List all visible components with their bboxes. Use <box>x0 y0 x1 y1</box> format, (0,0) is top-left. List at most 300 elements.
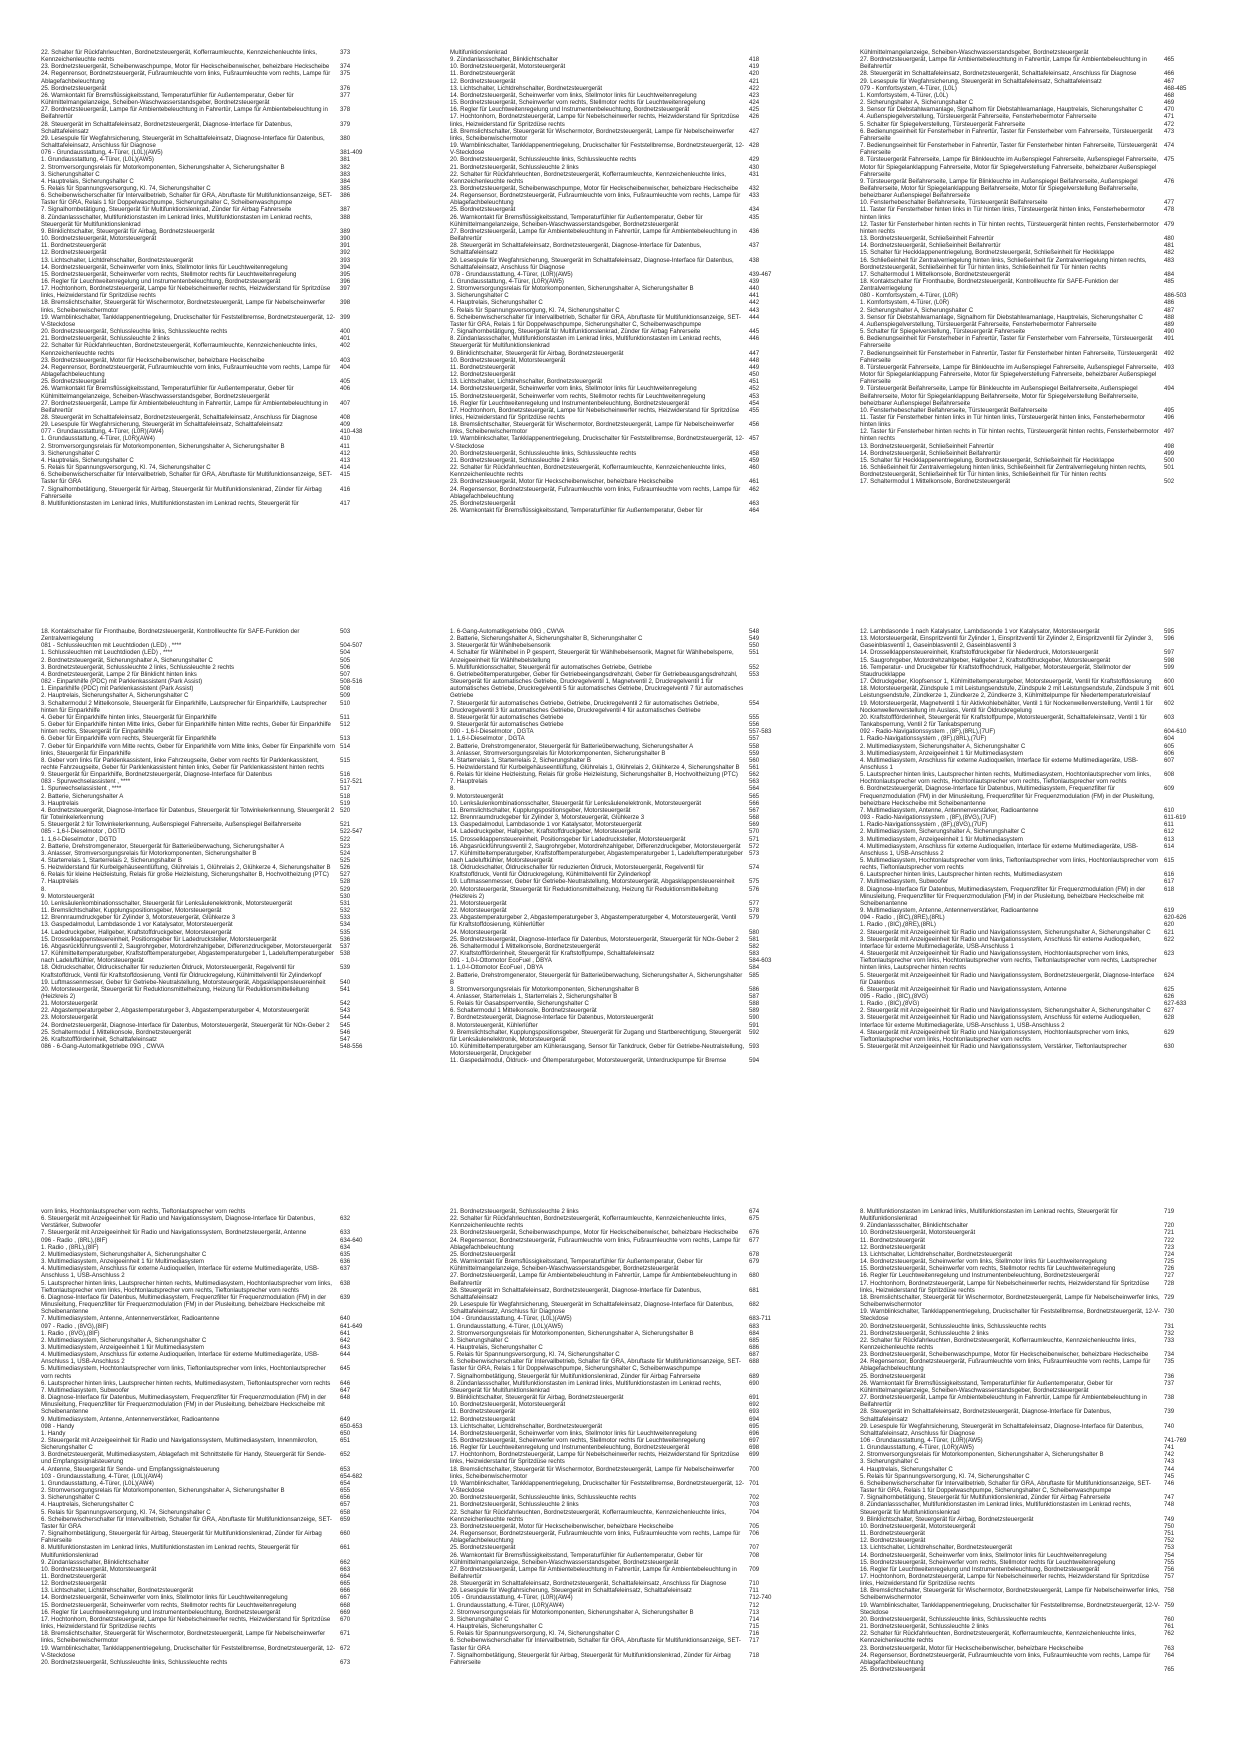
entry-title: 25. Bordnetzsteuergerät <box>860 1372 926 1380</box>
entry-page-number: 568 <box>749 814 760 822</box>
index-entry <box>41 443 374 450</box>
entry-title: 9. Türsteuergerät Beifahrerseite, Lampe für Blinkleuchte im Außenspiegel Beifahrerseite, Außenspiegel Beifahrerseite, Motor für Spiegelanklappung Beifahrerseite, Motor für Spiegelverstellung Beifahrerseite, beheizbarer Außenspiegel Beifahrerseite <box>860 385 1139 407</box>
entry-title: 5. Multimediasystem, Hochtonlautsprecher vorn links, Tieftonlautsprecher vorn links, Hochtonlautsprecher vorn rechts <box>41 1365 326 1380</box>
index-entry <box>450 164 783 171</box>
entry-page-number: 650 <box>340 1429 351 1437</box>
entry-page-number: 525 <box>340 857 351 864</box>
index-entry <box>860 664 1198 678</box>
entry-title: 25. Bordnetzsteuergerät <box>450 499 516 507</box>
index-entry <box>860 1544 1198 1551</box>
entry-page-number: 547 <box>340 1035 351 1043</box>
entry-title: 12. Bordnetzsteuergerät <box>450 371 516 379</box>
entry-title: 29. Lesespule für Wegfahrsicherung, Steuergerät im Schalttafeleinsatz, Schalttafeleinsatz <box>860 77 1102 85</box>
index-entry <box>41 1659 374 1666</box>
entry-title: 3. Multimediasystem, Anzeigeeinheit 1 für Multimediasystem <box>860 835 1023 843</box>
entry-page-number: 617 <box>1164 878 1175 886</box>
index-entry <box>41 92 374 106</box>
entry-page-number: 720 <box>1164 1222 1175 1230</box>
index-entry <box>450 1380 783 1394</box>
entry-page-number: 536 <box>340 935 351 943</box>
entry-title: 15. Bordnetzsteuergerät, Scheinwerfer vorn rechts, Stellmotor rechts für Leuchtweitenregelung <box>450 99 706 107</box>
entry-title: vorn links, Hochtonlautsprecher vorn rechts, Tieftonlautsprecher vorn rechts <box>41 1208 246 1215</box>
entry-page-number: 513 <box>340 735 351 743</box>
entry-title: 7. Steuergerät mit Anzeigeeinheit für Radio und Navigationssystem, Bordnetzsteuergerät, Antenne <box>41 1229 307 1237</box>
entry-page-number: 432 <box>749 184 760 192</box>
entry-title: 21. Bordnetzsteuergerät, Schlussleuchte 2 links <box>450 1208 579 1215</box>
entry-page-number: 383 <box>340 170 351 178</box>
entry-page-number: 481 <box>1164 242 1175 250</box>
entry-page-number: 485 <box>1164 278 1175 285</box>
entry-page-number: 574 <box>749 864 760 872</box>
entry-page-number: 553 <box>749 670 760 678</box>
entry-title: 9. Steuergerät für Einparkhilfe, Bordnetzsteuergerät, Diagnose-Interface für Datenbus <box>41 771 273 779</box>
entry-page-number: 410 <box>340 435 351 443</box>
entry-page-number: 743 <box>1164 1458 1175 1466</box>
entry-title: 13. Lichtschalter, Lichtdrehschalter, Bordnetzsteuergerät <box>450 84 603 92</box>
index-entry <box>450 435 783 449</box>
index-entry <box>41 1594 374 1601</box>
index-entry <box>860 271 1198 278</box>
entry-page-number: 570 <box>749 828 760 836</box>
entry-title: 6. Bedienungseinheit für Fensterheber in Fahrertür, Taster für Fensterheber vorn Fahrerseite, Türsteuergerät Fahrerseite <box>860 335 1153 350</box>
entry-page-number: 578 <box>749 907 760 915</box>
index-entry <box>450 793 783 800</box>
index-entry <box>860 99 1198 106</box>
index-entry <box>41 400 374 414</box>
entry-page-number: 680 <box>749 1272 760 1280</box>
index-entry <box>41 1573 374 1580</box>
index-entry <box>41 964 374 978</box>
entry-page-number: 451 <box>749 378 760 386</box>
entry-title: 24. Regensensor, Bordnetzsteuergerät, Fußraumleuchte vorn links, Fußraumleuchte vorn rechts, Lampe für Ablagefachbeleuchtung <box>450 485 741 500</box>
entry-title: 19. Luftmassenmesser, Geber für Getriebe-Neutralstellung, Motorsteuergerät, Abgasklappensteuereinheit <box>450 878 735 886</box>
entry-title: 5. Lautsprecher hinten links, Lautsprecher hinten rechts, Multimediasystem, Hochtonlautsprecher vorn links, Hochtonlautsprecher vorn rechts, Hochtonlautsprecher vorn rechts, Tieftonlautsprecher vorn rechts <box>860 771 1151 786</box>
entry-page-number: 700 <box>749 1465 760 1473</box>
index-entry <box>450 500 783 507</box>
entry-title: 1. Radio , (8VG),(8IF) <box>41 1329 100 1337</box>
index-entry <box>41 778 374 785</box>
entry-title: 12. Brennraumdruckgeber für Zylinder 3, Motorsteuergerät, Glühkerze 3 <box>450 814 645 822</box>
index-entry <box>41 192 374 206</box>
index-entry <box>860 907 1198 914</box>
index-entry <box>450 85 783 92</box>
index-entry <box>860 1451 1198 1458</box>
index-entry <box>41 471 374 485</box>
entry-title: 13. Lichtschalter, Lichtdrehschalter, Bordnetzsteuergerät <box>450 1422 603 1430</box>
entry-title: 3. Bordnetzsteuergerät, Multimediasystem, Ablagefach mit Schnittstelle für Handy, Steuergerät für Sende- und Empfangssignalsteuerung <box>41 1451 327 1466</box>
entry-page-number: 579 <box>749 914 760 922</box>
entry-page-number: 484 <box>1164 270 1175 278</box>
index-entry <box>860 1007 1198 1014</box>
entry-page-number: 391 <box>340 242 351 250</box>
entry-title: 6. Relais für kleine Heizleistung, Relais für große Heizleistung, Sicherungshalter B, Hochvoltheizung (PTC) <box>450 771 738 779</box>
index-entry <box>450 328 783 335</box>
entry-title: 21. Bordnetzsteuergerät, Schlussleuchte 2 links <box>860 1623 989 1631</box>
index-entry <box>41 1530 374 1544</box>
entry-title: 9. Blinklichtschalter, Steuergerät für Airbag, Bordnetzsteuergerät <box>860 1515 1034 1523</box>
entry-page-number: 504-507 <box>340 642 363 650</box>
entry-title: 083 - Spurwechselassistent , **** <box>41 778 131 786</box>
entry-page-number: 503 <box>340 628 351 635</box>
entry-page-number: 596 <box>1164 635 1175 643</box>
entry-title: 2. Batterie, Drehstromgenerator, Steuergerät für Batterieüberwachung, Sicherungshalter A <box>41 842 285 850</box>
entry-title: 13. Lichtschalter, Lichtdrehschalter, Bordnetzsteuergerät <box>41 1587 194 1595</box>
index-entry <box>860 886 1198 907</box>
entry-page-number: 621 <box>1164 928 1175 936</box>
entry-title: 26. Schaltermodul 1 Mittelkonsole, Bordnetzsteuergerät <box>450 942 601 950</box>
index-entry <box>41 1029 374 1036</box>
index-entry <box>450 1043 783 1057</box>
entry-title: 26. Warnkontakt für Bremsflüssigkeitsstand, Temperaturfühler für Außentemperatur, Geber für Kühlmittelmangelanzeige, Scheiben-Waschwasserstandsgeber, Bordnetzsteuergerät <box>860 1379 1113 1394</box>
entry-page-number: 668 <box>340 1601 351 1609</box>
entry-page-number: 641 <box>340 1329 351 1337</box>
index-entry <box>41 457 374 464</box>
index-entry <box>860 1029 1198 1043</box>
entry-page-number: 508 <box>340 685 351 693</box>
entry-title: 17. Hochtonhorn, Bordnetzsteuergerät, Lampe für Nebelscheinwerfer rechts, Heizwiderstand für Spritzdüse links, Heizwiderstand für Spritzdüse rechts <box>860 1572 1150 1588</box>
entry-page-number: 764 <box>1164 1651 1175 1659</box>
entry-title: 6. Scheibenwischerschalter für Intervallbetrieb, Schalter für GRA, Abruftaste für Multifunktionsanzeige, SET-Taster für GRA <box>41 1515 332 1530</box>
index-entry <box>41 421 374 428</box>
entry-page-number: 505 <box>340 656 351 664</box>
entry-page-number: 588 <box>749 1000 760 1008</box>
entry-page-number: 478 <box>1164 206 1175 214</box>
entry-page-number: 628 <box>1164 1014 1175 1022</box>
entry-page-number: 699 <box>749 1451 760 1459</box>
entry-page-number: 539 <box>340 964 351 972</box>
index-entry <box>450 914 783 928</box>
index-entry <box>860 278 1198 292</box>
entry-title: 22. Abgastemperaturgeber 2, Abgastemperaturgeber 3, Abgastemperaturgeber 4, Motorsteuergerät <box>41 1007 309 1015</box>
index-entry <box>41 1215 374 1229</box>
entry-page-number: 447 <box>749 349 760 357</box>
entry-page-number: 407 <box>340 399 351 407</box>
entry-title: 20. Motorsteuergerät, Steuergerät für Reduktionsmittelheizung, Heizung für Reduktionsmittelleitung (Heizkreis 2) <box>41 985 309 1000</box>
entry-title: 2. Hauptrelais, Sicherungshalter A, Sicherungshalter C <box>41 692 189 700</box>
entry-title: 7. Signalhornbetätigung, Steuergerät für Multifunktionslenkrad, Zünder für Airbag Fahrerseite <box>41 206 292 214</box>
entry-page-number: 394 <box>340 263 351 271</box>
index-entry <box>41 1609 374 1616</box>
entry-title: 17. Hochtonhorn, Bordnetzsteuergerät, Lampe für Nebelscheinwerfer rechts, Heizwiderstand für Spritzdüse links, Heizwiderstand für Spritzdüse rechts <box>41 285 331 300</box>
entry-title: 13. Bordnetzsteuergerät, Schließeinheit Fahrertür <box>860 442 994 450</box>
entry-title: 4. Multimediasystem, Anschluss für externe Audioquellen, Interface für externe Multimediageräte, USB-Anschluss 1 <box>860 756 1139 771</box>
index-entry <box>41 299 374 313</box>
entry-title: 27. Bordnetzsteuergerät, Lampe für Ambientebeleuchtung in Fahrertür, Lampe für Ambientebeleuchtung in Beifahrertür <box>450 1272 737 1287</box>
entry-title: 8. Motorsteuergerät, Kühlerlüfter <box>450 1021 538 1029</box>
entry-title: 090 - 1,6-l-Dieselmotor , DGTA <box>450 728 534 736</box>
entry-page-number: 523 <box>340 842 351 850</box>
entry-page-number: 674 <box>749 1208 760 1215</box>
entry-page-number: 551 <box>749 649 760 657</box>
index-entry <box>41 1466 374 1473</box>
entry-page-number: 664 <box>340 1572 351 1580</box>
entry-page-number: 708 <box>749 1551 760 1559</box>
entry-title: 20. Bordnetzsteuergerät, Schlussleuchte links, Schlussleuchte rechts <box>450 449 637 457</box>
index-entry <box>41 886 374 893</box>
entry-page-number: 459 <box>749 456 760 464</box>
index-entry <box>860 950 1198 971</box>
entry-page-number: 698 <box>749 1444 760 1452</box>
entry-title: 27. Bordnetzsteuergerät, Lampe für Ambientebeleuchtung in Fahrertür, Lampe für Ambientebeleuchtung in Beifahrertür <box>860 1394 1147 1409</box>
index-entry <box>41 700 374 714</box>
index-entry <box>860 1265 1198 1272</box>
entry-title: 26. Warnkontakt für Bremsflüssigkeitsstand, Temperaturfühler für Außentemperatur, Geber für Kühlmittelmangelanzeige, Scheiben-Waschwasserstandsgeber, Bordnetzsteuergerät <box>41 91 294 107</box>
entry-title: 9. Steuergerät für automatisches Getriebe <box>450 721 564 729</box>
entry-title: 076 - Grundausstattung, 4-Türer, (L0L)(AW5) <box>41 149 163 157</box>
entry-page-number: 616 <box>1164 871 1175 879</box>
entry-title: 23. Bordnetzsteuergerät, Motor für Heckscheibenwischer, beheizbare Heckscheibe <box>450 1522 674 1530</box>
entry-page-number: 562 <box>749 771 760 779</box>
entry-title: 12. Bordnetzsteuergerät <box>860 1537 926 1545</box>
index-entry <box>450 864 783 878</box>
entry-page-number: 740 <box>1164 1422 1175 1430</box>
entry-title: 9. Zündanlassschalter, Blinklichtschalter <box>860 1222 969 1230</box>
index-entry <box>860 1559 1198 1566</box>
index-entry <box>450 1301 783 1315</box>
index-entry <box>860 678 1198 685</box>
index-entry <box>450 63 783 70</box>
index-entry <box>860 70 1198 77</box>
index-entry <box>860 1666 1198 1673</box>
index-entry <box>450 735 783 742</box>
entry-title: 9. Multimediasystem, Antenne, Antennenverstärker, Radioantenne <box>860 907 1039 915</box>
index-entry <box>41 121 374 135</box>
entry-page-number: 749 <box>1164 1515 1175 1523</box>
entry-title: 4. Hauptrelais, Sicherungshalter C <box>450 1623 543 1631</box>
index-entry <box>450 771 783 778</box>
entry-page-number: 710 <box>749 1580 760 1588</box>
entry-title: 18. Kontaktschalter für Fronthaube, Bordnetzsteuergerät, Kontrollleuchte für SAFE-Funktion der Zentralverriegelung <box>41 628 300 643</box>
entry-page-number: 704 <box>749 1508 760 1516</box>
entry-title: 1. Radio , (8RL),(8IF) <box>41 1243 99 1251</box>
entry-page-number: 718 <box>749 1651 760 1659</box>
index-entry <box>450 335 783 349</box>
entry-title: 4. Schalter für Wählhebel in P gesperrt, Steuergerät für Wählhebelsensorik, Magnet für Wählhebelsperre, Anzeigeeinheit für Wählhebelstellung <box>450 649 734 664</box>
entry-title: 29. Lesespule für Wegfahrsicherung, Steuergerät im Schalttafeleinsatz, Schalttafeleinsatz <box>41 421 283 429</box>
index-entry <box>450 1330 783 1337</box>
index-entry <box>450 1451 783 1465</box>
index-entry <box>450 1401 783 1408</box>
index-entry <box>860 785 1198 806</box>
entry-page-number: 654-682 <box>340 1472 363 1480</box>
entry-page-number: 663 <box>340 1565 351 1573</box>
entry-page-number: 657 <box>340 1501 351 1509</box>
entry-title: 19. Motorsteuergerät, Magnetventil 1 für Aktivkohlebehälter, Ventil 1 für Nockenwellenverstellung, Ventil 1 für Nockenwellenverstellung im Auslass, Ventil für Öldruckregelung <box>860 699 1153 714</box>
index-entry <box>860 1244 1198 1251</box>
index-entry <box>41 1494 374 1501</box>
entry-title: 10. Bordnetzsteuergerät, Motorsteuergerät <box>860 1229 976 1237</box>
entry-page-number: 541 <box>340 985 351 993</box>
entry-title: 8. Multifunktionstasten im Lenkrad links, Multifunktionstasten im Lenkrad rechts, Steuergerät für <box>41 499 299 507</box>
index-entry <box>450 671 783 700</box>
entry-page-number: 515 <box>340 756 351 764</box>
entry-title: 20. Kraftstoffförderinheit, Steuergerät für Kraftstoffpumpe, Motorsteuergerät, Schalttafeleinsatz, Ventil 1 für Tankabsperrung, Ventil 2 für Tankabsperrung <box>860 713 1147 729</box>
entry-title: 1. Radio-Navigationssystem , (8F),(8VG),(7UF) <box>860 821 988 829</box>
index-entry <box>450 743 783 750</box>
entry-page-number: 683-711 <box>749 1315 771 1323</box>
entry-title: 16. Temperatur- und Druckgeber für Kraftstoffhochdruck, Hallgeber, Motorsteuergerät, Stellmotor der Staudruckklappe <box>860 663 1132 678</box>
index-entry <box>450 1523 783 1530</box>
entry-page-number: 379 <box>340 120 351 128</box>
entry-page-number: 415 <box>340 471 351 479</box>
index-entry <box>860 156 1198 177</box>
index-column <box>860 1208 1198 1744</box>
index-entry <box>41 357 374 364</box>
entry-title: 25. Bordnetzsteuergerät <box>450 1250 516 1258</box>
entry-page-number: 439 <box>749 278 760 285</box>
entry-page-number: 417 <box>340 499 351 507</box>
entry-title: 6. Scheibenwischerschalter für Intervallbetrieb, Schalter für GRA, Abruftaste für Multifunktionsanzeige, SET-Taster für GRA, Relais 1 für Doppelwaschpumpe, Sicherungshalter C, Scheibenwaschpumpe <box>860 1479 1151 1495</box>
entry-page-number: 600 <box>1164 678 1175 686</box>
entry-page-number: 504 <box>340 649 351 657</box>
entry-title: 12. Bordnetzsteuergerät <box>450 1415 516 1423</box>
entry-page-number: 529 <box>340 885 351 893</box>
entry-title: 25. Bordnetzsteuergerät <box>450 206 516 214</box>
index-entry <box>41 185 374 192</box>
entry-page-number: 561 <box>749 763 760 771</box>
index-entry <box>450 1623 783 1630</box>
entry-page-number: 445 <box>749 328 760 336</box>
index-entry <box>41 878 374 885</box>
index-entry <box>41 486 374 500</box>
entry-title: 24. Regensensor, Bordnetzsteuergerät, Fußraumleuchte vorn links, Fußraumleuchte vorn rechts, Lampe für Ablagefachbeleuchtung <box>450 1530 741 1545</box>
entry-title: 3. Sicherungshalter C <box>41 449 100 457</box>
entry-title: 3. Anlasser, Stromversorgungsrelais für Motorkomponenten, Sicherungshalter B <box>41 849 257 857</box>
index-entry <box>41 1451 374 1465</box>
entry-title: 18. Bremslichtschalter, Steuergerät für Wischermotor, Bordnetzsteuergerät, Lampe für Nebelscheinwerfer links, Scheibenwischermotor <box>450 421 735 436</box>
entry-page-number: 604 <box>1164 735 1175 743</box>
index-entry <box>860 878 1198 885</box>
entry-page-number: 389 <box>340 227 351 235</box>
entry-title: 17. Kühlmitteltemperaturgeber, Kraftstofftemperaturgeber, Abgastemperaturgeber 1, Ladeluftemperaturgeber nach Ladeluftkühler, Motorsteuergerät <box>41 950 334 965</box>
index-entry <box>41 757 374 771</box>
entry-page-number: 526 <box>340 864 351 872</box>
entry-title: 28. Steuergerät im Schalttafeleinsatz, Bordnetzsteuergerät, Diagnose-Interface für Datenbus, Schalttafeleinsatz <box>41 120 293 135</box>
index-entry <box>450 1423 783 1430</box>
entry-title: 13. Lichtschalter, Lichtdrehschalter, Bordnetzsteuergerät <box>41 256 194 264</box>
index-entry <box>450 821 783 828</box>
entry-title: 11. Bordnetzsteuergerät <box>450 70 515 78</box>
entry-page-number: 754 <box>1164 1551 1175 1559</box>
entry-title: 23. Motorsteuergerät <box>41 1014 98 1022</box>
entry-page-number: 742 <box>1164 1451 1175 1459</box>
entry-title: 16. Abgasrückführungsventil 2, Saugrohrgeber, Motordrehzahlgeber, Differenzdruckgeber, Motorsteuergerät <box>450 842 741 850</box>
index-entry <box>450 56 783 63</box>
index-entry <box>450 192 783 206</box>
entry-title: 18. Bremslichtschalter, Steuergerät für Wischermotor, Bordnetzsteuergerät, Lampe für Nebelscheinwerfer links, Scheibenwischermotor <box>41 299 326 314</box>
entry-page-number: 420 <box>749 70 760 78</box>
index-entry <box>41 1587 374 1594</box>
entry-title: 6. Lautsprecher hinten links, Lautsprecher hinten rechts, Multimediasystem <box>860 871 1063 879</box>
entry-page-number: 386 <box>340 192 351 200</box>
index-entry <box>450 378 783 385</box>
entry-title: 25. Bordnetzsteuergerät <box>41 84 107 92</box>
entry-title: 3. Multimediasystem, Anzeigeeinheit 1 für Multimediasystem <box>41 1343 204 1351</box>
entry-page-number: 477 <box>1164 199 1175 207</box>
index-entry <box>450 106 783 113</box>
index-entry <box>41 936 374 943</box>
index-entry <box>450 814 783 821</box>
entry-title: 19. Warnblinkschalter, Tankklappenentriegelung, Druckschalter für Feststellbremse, Bordnetzsteuergerät, 12-V-Steckdose <box>860 1308 1160 1323</box>
entry-page-number: 381 <box>340 156 351 164</box>
index-entry <box>450 1258 783 1272</box>
entry-title: 28. Steuergerät im Schalttafeleinsatz, Bordnetzsteuergerät, Diagnose-Interface für Datenbus, Schalttafeleinsatz <box>860 1408 1112 1423</box>
entry-page-number: 397 <box>340 285 351 293</box>
index-entry <box>41 1487 374 1494</box>
entry-title: 6. Relais für kleine Heizleistung, Relais für große Heizleistung, Sicherungshalter B, Hochvoltheizung (PTC) <box>41 871 329 879</box>
entry-page-number: 746 <box>1164 1479 1175 1487</box>
entry-page-number: 374 <box>340 63 351 71</box>
index-entry <box>860 1280 1198 1294</box>
entry-title: 5. Multifunktionsschalter, Steuergerät für automatisches Getriebe, Getriebe <box>450 663 652 671</box>
index-entry <box>860 321 1198 328</box>
index-entry <box>41 435 374 442</box>
index-entry <box>450 700 783 714</box>
index-entry <box>450 478 783 485</box>
index-entry <box>41 628 374 642</box>
entry-title: 18. Öldruckschalter, Öldruckschalter für reduzierten Öldruck, Motorsteuergerät, Regelventil für Kraftstoffdruck, Ventil für Öldruckregelung, Kühlmittelventil für Zylinderkopf <box>450 864 704 879</box>
index-entry <box>41 378 374 385</box>
entry-title: Kühlmittelmangelanzeige, Scheiben-Waschwasserstandsgeber, Bordnetzsteuergerät <box>860 49 1089 56</box>
entry-title: 14. Bordnetzsteuergerät, Scheinwerfer vorn links, Stellmotor links für Leuchtweitenregelung <box>41 1594 288 1602</box>
index-entry <box>860 1380 1198 1394</box>
entry-title: 22. Schalter für Rückfahrleuchten, Bordnetzsteuergerät, Kofferraumleuchte, Kennzeichenleuchte links, Kennzeichenleuchte rechts <box>450 464 726 479</box>
index-entry <box>450 1437 783 1444</box>
entry-page-number: 624 <box>1164 971 1175 979</box>
index-entry <box>450 635 783 642</box>
index-entry <box>41 843 374 850</box>
entry-page-number: 424 <box>749 99 760 107</box>
entry-title: 25. Bordnetzsteuergerät <box>41 378 107 386</box>
entry-page-number: 679 <box>749 1258 760 1266</box>
entry-page-number: 436 <box>749 227 760 235</box>
entry-title: 5. Heizwiderstand für Kurbelgehäuseentlüftung, Glührelais 1, Glührelais 2, Glühkerze 4, Sicherungshalter B <box>450 763 740 771</box>
entry-page-number: 569 <box>749 821 760 829</box>
entry-page-number: 712-740 <box>749 1594 772 1602</box>
index-entry <box>450 357 783 364</box>
index-entry <box>450 507 783 514</box>
index-entry <box>860 1523 1198 1530</box>
index-entry <box>860 121 1198 128</box>
entry-title: 11. Bordnetzsteuergerät <box>450 363 515 371</box>
index-entry <box>450 1394 783 1401</box>
entry-title: 8. Geber vorn links für Parklenkassistent, linke Fahrzeugseite, Geber vorn rechts für Parklenkassistent, rechte Fahrzeugseite, Geber für Parklenkassistent hinten links, Geber für Parklenkassistent hinten rechts <box>41 756 325 771</box>
index-entry <box>41 364 374 378</box>
entry-page-number: 705 <box>749 1522 760 1530</box>
entry-page-number: 735 <box>1164 1358 1175 1366</box>
index-entry <box>450 400 783 407</box>
index-entry <box>41 106 374 120</box>
index-entry <box>41 70 374 84</box>
entry-page-number: 762 <box>1164 1630 1175 1638</box>
index-entry <box>860 292 1198 299</box>
entry-title: 17. Hochtonhorn, Bordnetzsteuergerät, Lampe für Nebelscheinwerfer rechts, Heizwiderstand für Spritzdüse links, Heizwiderstand für Spritzdüse rechts <box>450 113 740 128</box>
entry-title: 23. Bordnetzsteuergerät, Motor für Heckscheibenwischer, beheizbare Heckscheibe <box>860 1644 1084 1652</box>
entry-page-number: 681 <box>749 1286 760 1294</box>
entry-title: 3. Anlasser, Stromversorgungsrelais für Motorkomponenten, Sicherungshalter B <box>450 749 666 757</box>
entry-page-number: 653 <box>340 1465 351 1473</box>
entry-title: 17. Hochtonhorn, Bordnetzsteuergerät, Lampe für Nebelscheinwerfer rechts, Heizwiderstand für Spritzdüse links, Heizwiderstand für Spritzdüse rechts <box>41 1615 331 1631</box>
index-entry <box>860 1330 1198 1337</box>
entry-page-number: 564 <box>749 785 760 793</box>
entry-page-number: 627-633 <box>1164 1000 1187 1008</box>
index-entry <box>860 56 1198 70</box>
index-entry <box>860 972 1198 986</box>
entry-page-number: 442 <box>749 299 760 307</box>
entry-page-number: 440 <box>749 285 760 293</box>
index-entry <box>450 785 783 792</box>
entry-title: 15. Bordnetzsteuergerät, Scheinwerfer vorn rechts, Stellmotor rechts für Leuchtweitenregelung <box>860 1265 1116 1273</box>
